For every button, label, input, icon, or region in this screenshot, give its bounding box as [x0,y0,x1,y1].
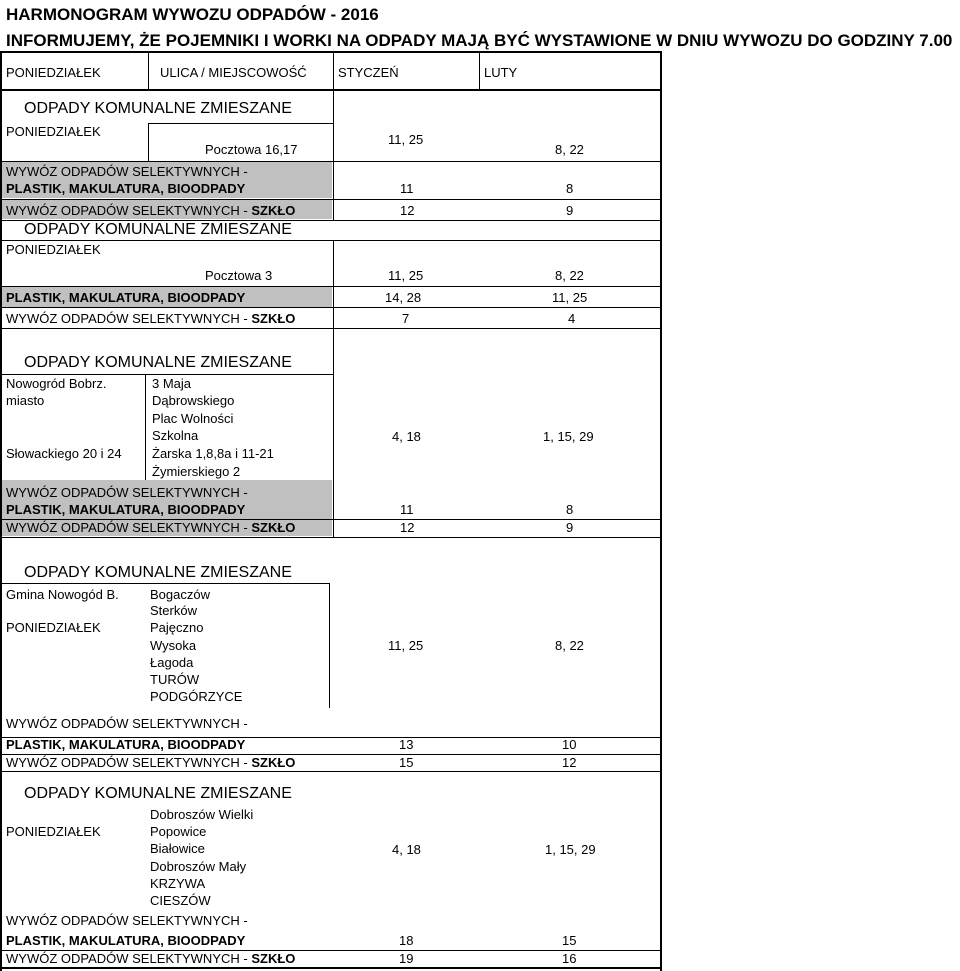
selective-label: WYWÓZ ODPADÓW SELEKTYWNYCH - [6,485,248,500]
street-name: Żarska 1,8,8a i 11-21 [152,446,274,461]
street-name: Dąbrowskiego [152,393,235,408]
street-name: KRZYWA [150,876,206,891]
glass-label: WYWÓZ ODPADÓW SELEKTYWNYCH - SZKŁO [6,951,296,966]
mixed-waste-heading: ODPADY KOMUNALNE ZMIESZANE [24,785,292,802]
selective-label: WYWÓZ ODPADÓW SELEKTYWNYCH - [6,716,248,731]
mixed-january: 11, 25 [388,638,424,653]
plastic-february: 11, 25 [552,290,588,305]
mixed-february: 8, 22 [555,638,584,653]
mixed-waste-heading: ODPADY KOMUNALNE ZMIESZANE [24,100,292,117]
street-name: Żymierskiego 2 [152,464,241,479]
selective-label: WYWÓZ ODPADÓW SELEKTYWNYCH - [6,164,248,179]
plastic-january: 11 [400,502,414,517]
street-name: Popowice [150,824,207,839]
glass-january: 7 [402,311,410,326]
street-name: TURÓW [150,672,200,687]
mixed-waste-heading: ODPADY KOMUNALNE ZMIESZANE [24,354,292,371]
plastic-february: 8 [566,181,574,196]
mixed-february: 8, 22 [555,268,584,283]
street-name: Dobroszów Mały [150,859,247,874]
plastic-label: PLASTIK, MAKULATURA, BIOODPADY [6,181,246,196]
mixed-waste-heading: ODPADY KOMUNALNE ZMIESZANE [24,221,292,238]
header-day: PONIEDZIAŁEK [6,65,101,80]
street-name: Pocztowa 16,17 [205,142,298,157]
area-name: Nowogród Bobrz. [6,376,107,391]
street-name: Słowackiego 20 i 24 [6,446,122,461]
plastic-january: 11 [400,181,414,196]
plastic-january: 13 [399,737,414,752]
street-name: Sterków [150,603,197,618]
glass-january: 12 [400,203,415,218]
glass-label: WYWÓZ ODPADÓW SELEKTYWNYCH - SZKŁO [6,203,296,218]
mixed-waste-heading: ODPADY KOMUNALNE ZMIESZANE [24,564,292,581]
plastic-january: 14, 28 [385,290,422,305]
mixed-january: 4, 18 [392,842,421,857]
glass-february: 12 [562,755,577,770]
day-label: PONIEDZIAŁEK [6,242,101,257]
plastic-february: 15 [562,933,577,948]
plastic-label: PLASTIK, MAKULATURA, BIOODPADY [6,502,246,517]
street-name: CIESZÓW [150,893,211,908]
street-name: Dobroszów Wielki [150,807,254,822]
page-title: HARMONOGRAM WYWOZU ODPADÓW - 2016 [6,5,379,24]
header-january: STYCZEŃ [338,65,399,80]
street-name: Białowice [150,841,205,856]
glass-january: 12 [400,520,415,535]
day-label: PONIEDZIAŁEK [6,824,101,839]
mixed-january: 11, 25 [388,132,424,147]
mixed-february: 8, 22 [555,142,584,157]
plastic-january: 18 [399,933,414,948]
mixed-january: 11, 25 [388,268,424,283]
glass-january: 15 [399,755,414,770]
glass-label: WYWÓZ ODPADÓW SELEKTYWNYCH - SZKŁO [6,755,296,770]
street-name: Szkolna [152,428,199,443]
street-name: Plac Wolności [152,411,234,426]
street-name: Wysoka [150,638,197,653]
day-label: PONIEDZIAŁEK [6,620,101,635]
area-name: Gmina Nowogód B. [6,587,119,602]
plastic-label: PLASTIK, MAKULATURA, BIOODPADY [6,933,246,948]
selective-label: WYWÓZ ODPADÓW SELEKTYWNYCH - [6,913,248,928]
glass-february: 16 [562,951,577,966]
glass-january: 19 [399,951,414,966]
glass-february: 9 [566,203,574,218]
mixed-january: 4, 18 [392,429,421,444]
header-february: LUTY [484,65,518,80]
plastic-february: 10 [562,737,577,752]
glass-february: 9 [566,520,574,535]
street-name: 3 Maja [152,376,192,391]
street-name: Pajęczno [150,620,204,635]
plastic-label: PLASTIK, MAKULATURA, BIOODPADY [6,737,246,752]
plastic-label: PLASTIK, MAKULATURA, BIOODPADY [6,290,246,305]
mixed-february: 1, 15, 29 [543,429,594,444]
glass-label: WYWÓZ ODPADÓW SELEKTYWNYCH - SZKŁO [6,520,296,535]
day-label: PONIEDZIAŁEK [6,124,101,139]
plastic-february: 8 [566,502,574,517]
glass-label: WYWÓZ ODPADÓW SELEKTYWNYCH - SZKŁO [6,311,296,326]
glass-february: 4 [568,311,576,326]
street-name: PODGÓRZYCE [150,689,243,704]
mixed-february: 1, 15, 29 [545,842,596,857]
street-name: Bogaczów [150,587,210,602]
header-street: ULICA / MIEJSCOWOŚĆ [160,65,307,80]
street-name: Pocztowa 3 [205,268,273,283]
area-type: miasto [6,393,45,408]
street-name: Łagoda [150,655,194,670]
notice: INFORMUJEMY, ŻE POJEMNIKI I WORKI NA ODPADY MAJĄ BYĆ WYSTAWIONE W DNIU WYWOZU DO GODZINY 7.00 [6,31,953,50]
